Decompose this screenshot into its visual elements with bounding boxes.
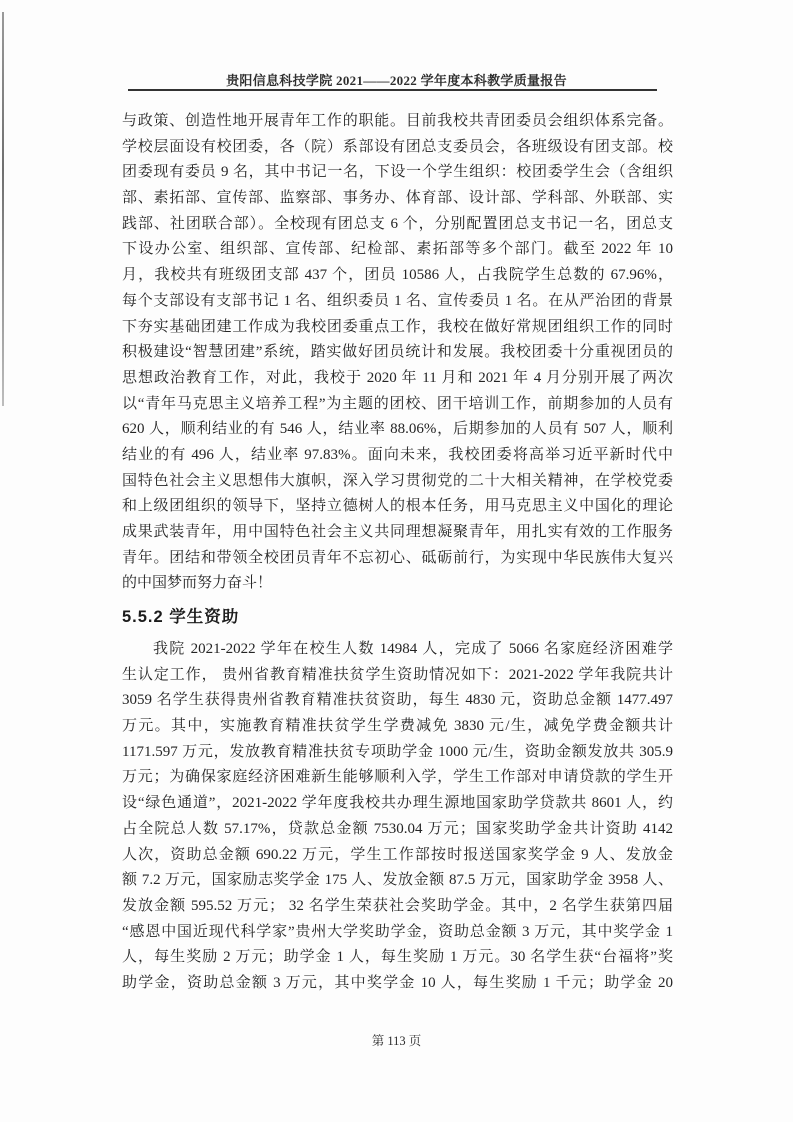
- text-line: 发放金额 595.52 万元； 32 名学生荣获社会奖助学金。其中，2 名学生获第四届: [122, 897, 673, 914]
- text-line: 额 7.2 万元，国家励志奖学金 175 人、发放金额 87.5 万元，国家助学金 3958 人、: [122, 872, 673, 889]
- text-line: 学校层面设有校团委，各（院）系部设有团总支委员会，各班级设有团支部。校: [122, 138, 673, 155]
- section-heading: 5.5.2 学生资助: [122, 608, 240, 626]
- text-line: 结业的有 496 人，结业率 97.83%。面向未来，我校团委将高举习近平新时代中: [122, 446, 673, 463]
- text-line: 人，每生奖励 2 万元；助学金 1 人，每生奖励 1 万元。30 名学生获“台福将”奖: [122, 949, 673, 966]
- text-line: 思想政治教育工作，对此，我校于 2020 年 11 月和 2021 年 4 月分别开展了两次: [122, 369, 673, 386]
- text-line: 成果武装青年，用中国特色社会主义共同理想凝聚青年，用扎实有效的工作服务: [122, 524, 673, 540]
- text-line: 下设办公室、组织部、宣传部、纪检部、素拓部等多个部门。截至 2022 年 10: [122, 241, 673, 258]
- text-line: 践部、社团联合部）。全校现有团总支 6 个，分别配置团总支书记一名，团总支: [122, 215, 673, 232]
- page-number: 第 113 页: [371, 1034, 422, 1048]
- running-head: 贵阳信息科技学院 2021——2022 学年度本科教学质量报告: [226, 73, 567, 88]
- paragraph-student-aid: [122, 637, 673, 997]
- text-line: 积极建设“智慧团建”系统，踏实做好团员统计和发展。我校团委十分重视团员的: [122, 344, 673, 361]
- text-line: 部、素拓部、宣传部、监察部、事务办、体育部、设计部、学科部、外联部、实: [122, 190, 673, 207]
- text-line: 以“青年马克思主义培养工程”为主题的团校、团干培训工作，前期参加的人员有: [122, 395, 673, 412]
- text-line: 万元。其中，实施教育精准扶贫学生学费减免 3830 元/生，减免学费金额共计: [122, 718, 673, 735]
- text-line: 万元；为确保家庭经济困难新生能够顺利入学，学生工作部对申请贷款的学生开: [122, 769, 673, 786]
- text-line: 团委现有委员 9 名，其中书记一名，下设一个学生组织：校团委学生会（含组织: [122, 164, 673, 181]
- text-line: 我院 2021-2022 学年在校生人数 14984 人，完成了 5066 名家庭经济困难学: [153, 641, 673, 657]
- paragraph-youth-league: [122, 109, 673, 597]
- text-line: 人次，资助总金额 690.22 万元，学生工作部按时报送国家奖学金 9 人、发放金: [122, 846, 673, 863]
- header-rule: [128, 89, 657, 91]
- text-line: 月，我校共有班级团支部 437 个，团员 10586 人，占我院学生总数的 67.96%，: [122, 267, 673, 284]
- text-line: 和上级团组织的领导下，坚持立德树人的根本任务，用马克思主义中国化的理论: [122, 498, 673, 515]
- text-line: 助学金，资助总金额 3 万元，其中奖学金 10 人，每生奖励 1 千元；助学金 20: [122, 974, 673, 991]
- text-line: 每个支部设有支部书记 1 名、组织委员 1 名、宣传委员 1 名。在从严治团的背景: [122, 292, 673, 309]
- text-line: 3059 名学生获得贵州省教育精准扶贫资助，每生 4830 元，资助总金额 1477.497: [122, 692, 673, 709]
- text-line: “感恩中国近现代科学家”贵州大学奖助学金，资助总金额 3 万元，其中奖学金 1: [122, 923, 673, 940]
- text-line: 与政策、创造性地开展青年工作的职能。目前我校共青团委员会组织体系完备。: [122, 113, 673, 129]
- text-line: 国特色社会主义思想伟大旗帜，深入学习贯彻党的二十大相关精神，在学校党委: [122, 472, 673, 489]
- text-line: 占全院总人数 57.17%，贷款总金额 7530.04 万元；国家奖助学金共计资助 4142: [122, 820, 673, 837]
- text-line: 620 人，顺利结业的有 546 人，结业率 88.06%，后期参加的人员有 507 人，顺利: [122, 421, 673, 438]
- text-line: 的中国梦而努力奋斗！: [122, 575, 273, 592]
- text-line: 下夯实基础团建工作成为我校团委重点工作，我校在做好常规团组织工作的同时: [122, 318, 673, 335]
- text-line: 1171.597 万元，发放教育精准扶贫专项助学金 1000 元/生，资助金额发放共 305.9: [122, 743, 673, 760]
- text-line: 青年。团结和带领全校团员青年不忘初心、砥砺前行，为实现中华民族伟大复兴: [122, 549, 673, 566]
- text-line: 设“绿色通道”，2021-2022 学年度我校共办理生源地国家助学贷款共 8601 人，约: [122, 795, 673, 812]
- text-line: 生认定工作， 贵州省教育精准扶贫学生资助情况如下：2021-2022 学年我院共计: [122, 666, 673, 683]
